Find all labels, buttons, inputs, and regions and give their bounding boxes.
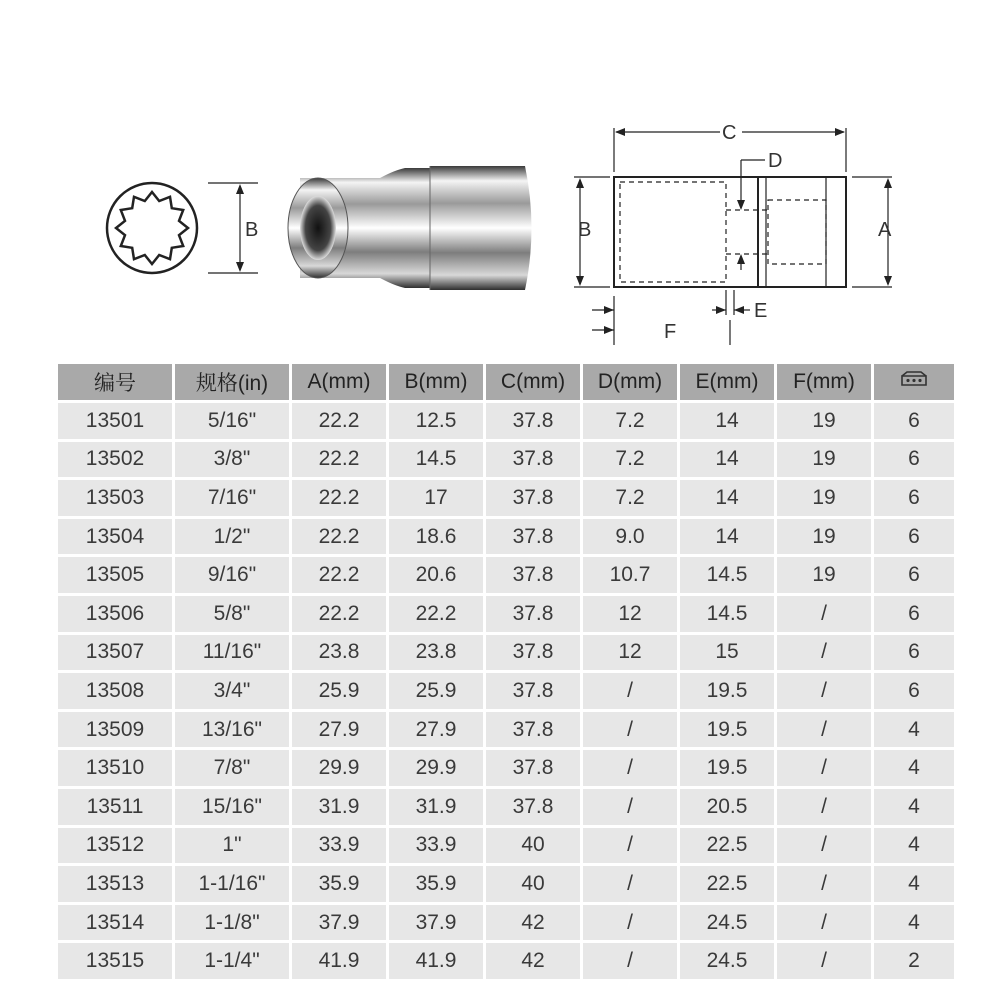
table-cell: 6 — [874, 557, 954, 596]
table-cell: 13504 — [58, 519, 175, 558]
table-cell: 19.5 — [680, 673, 777, 712]
table-cell: / — [777, 750, 874, 789]
table-cell: / — [583, 750, 680, 789]
table-cell: 22.2 — [292, 480, 389, 519]
table-row — [58, 673, 954, 712]
header-cell: 规格(in) — [175, 364, 292, 403]
table-cell: 3/4" — [175, 673, 292, 712]
table-cell: 13513 — [58, 866, 175, 905]
table-cell: 37.8 — [486, 596, 583, 635]
table-cell: 5/16" — [175, 403, 292, 442]
table-cell: 6 — [874, 403, 954, 442]
label-a: A — [878, 219, 892, 241]
table-cell: / — [777, 673, 874, 712]
table-cell: / — [583, 866, 680, 905]
table-cell: 24.5 — [680, 943, 777, 982]
table-cell: 11/16" — [175, 635, 292, 674]
table-cell: 4 — [874, 905, 954, 944]
socket-photo — [288, 166, 532, 290]
table-row — [58, 828, 954, 867]
table-cell: 14 — [680, 442, 777, 481]
table-cell: 13510 — [58, 750, 175, 789]
table-cell: 22.5 — [680, 828, 777, 867]
table-cell: 35.9 — [292, 866, 389, 905]
table-cell: 7/16" — [175, 480, 292, 519]
label-c: C — [722, 122, 737, 144]
header-cell: C(mm) — [486, 364, 583, 403]
table-cell: 14.5 — [680, 557, 777, 596]
table-row — [58, 596, 954, 635]
table-cell: 37.8 — [486, 635, 583, 674]
table-header-row — [58, 364, 954, 403]
table-cell: 19 — [777, 442, 874, 481]
table-cell: / — [777, 828, 874, 867]
table-cell: / — [583, 943, 680, 982]
table-cell: 19.5 — [680, 712, 777, 751]
toolbox-icon — [899, 370, 929, 388]
table-cell: / — [583, 673, 680, 712]
header-cell: F(mm) — [777, 364, 874, 403]
header-cell: 编号 — [58, 364, 175, 403]
table-cell: / — [583, 712, 680, 751]
table-cell: 22.2 — [292, 519, 389, 558]
table-cell: 40 — [486, 828, 583, 867]
label-b-end: B — [245, 219, 259, 241]
table-cell: 37.8 — [486, 442, 583, 481]
table-cell: 19 — [777, 480, 874, 519]
table-cell: 13503 — [58, 480, 175, 519]
table-cell: 14 — [680, 519, 777, 558]
table-cell: 13508 — [58, 673, 175, 712]
table-cell: / — [777, 635, 874, 674]
table-cell: 13511 — [58, 789, 175, 828]
table-cell: / — [583, 789, 680, 828]
table-cell: 6 — [874, 596, 954, 635]
table-cell: 13512 — [58, 828, 175, 867]
table-cell: 35.9 — [389, 866, 486, 905]
table-cell: 13/16" — [175, 712, 292, 751]
header-cell: B(mm) — [389, 364, 486, 403]
table-cell: 6 — [874, 480, 954, 519]
table-cell: / — [777, 712, 874, 751]
table-row — [58, 480, 954, 519]
table-cell: 9/16" — [175, 557, 292, 596]
table-cell: 15/16" — [175, 789, 292, 828]
table-cell: 1" — [175, 828, 292, 867]
table-cell: 14.5 — [389, 442, 486, 481]
table-cell: 37.8 — [486, 750, 583, 789]
table-cell: / — [777, 943, 874, 982]
table-cell: 29.9 — [389, 750, 486, 789]
table-cell: 22.2 — [292, 442, 389, 481]
table-cell: 4 — [874, 750, 954, 789]
table-cell: 14 — [680, 480, 777, 519]
table-cell: 19 — [777, 557, 874, 596]
table-cell: / — [583, 828, 680, 867]
table-cell: 37.9 — [389, 905, 486, 944]
label-e: E — [754, 300, 768, 322]
table-cell: 19 — [777, 519, 874, 558]
table-cell: 42 — [486, 943, 583, 982]
table-cell: 14 — [680, 403, 777, 442]
table-cell: / — [777, 596, 874, 635]
table-cell: 37.8 — [486, 557, 583, 596]
table-cell: 7.2 — [583, 442, 680, 481]
header-cell: E(mm) — [680, 364, 777, 403]
table-cell: 5/8" — [175, 596, 292, 635]
table-cell: 10.7 — [583, 557, 680, 596]
table-cell: 6 — [874, 519, 954, 558]
diagram-area — [0, 0, 1000, 360]
table-cell: 37.8 — [486, 480, 583, 519]
table-cell: 29.9 — [292, 750, 389, 789]
table-cell: 22.5 — [680, 866, 777, 905]
table-cell: 19.5 — [680, 750, 777, 789]
table-cell: 22.2 — [292, 596, 389, 635]
table-cell: 2 — [874, 943, 954, 982]
table-cell: / — [777, 905, 874, 944]
table-row — [58, 712, 954, 751]
table-cell: 4 — [874, 789, 954, 828]
table-cell: 31.9 — [292, 789, 389, 828]
table-cell: 42 — [486, 905, 583, 944]
table-row — [58, 866, 954, 905]
table-cell: / — [777, 866, 874, 905]
table-row — [58, 442, 954, 481]
table-cell: 33.9 — [292, 828, 389, 867]
table-row — [58, 750, 954, 789]
table-row — [58, 943, 954, 982]
table-cell: 3/8" — [175, 442, 292, 481]
table-cell: 1-1/4" — [175, 943, 292, 982]
table-row — [58, 557, 954, 596]
table-cell: 23.8 — [292, 635, 389, 674]
table-cell: / — [583, 905, 680, 944]
header-cell-qty — [874, 364, 954, 403]
table-row — [58, 905, 954, 944]
header-cell: A(mm) — [292, 364, 389, 403]
table-cell: 37.9 — [292, 905, 389, 944]
table-cell: 17 — [389, 480, 486, 519]
table-cell: 27.9 — [292, 712, 389, 751]
table-cell: 22.2 — [292, 403, 389, 442]
table-cell: 41.9 — [389, 943, 486, 982]
table-cell: 6 — [874, 635, 954, 674]
label-b-side: B — [578, 219, 592, 241]
table-cell: 27.9 — [389, 712, 486, 751]
table-row — [58, 789, 954, 828]
table-cell: 4 — [874, 866, 954, 905]
table-cell: 37.8 — [486, 673, 583, 712]
table-cell: 37.8 — [486, 712, 583, 751]
socket-section-view — [574, 122, 892, 345]
table-cell: 1/2" — [175, 519, 292, 558]
table-cell: 12 — [583, 635, 680, 674]
table-cell: 13502 — [58, 442, 175, 481]
table-cell: 22.2 — [389, 596, 486, 635]
label-f: F — [664, 321, 677, 343]
socket-end-view — [107, 183, 258, 273]
table-cell: 13515 — [58, 943, 175, 982]
table-cell: 15 — [680, 635, 777, 674]
table-cell: 13501 — [58, 403, 175, 442]
table-cell: 7/8" — [175, 750, 292, 789]
table-cell: 4 — [874, 828, 954, 867]
table-cell: 37.8 — [486, 789, 583, 828]
table-cell: 31.9 — [389, 789, 486, 828]
table-cell: 40 — [486, 866, 583, 905]
spec-table — [58, 364, 954, 982]
table-cell: 12.5 — [389, 403, 486, 442]
table-cell: 7.2 — [583, 403, 680, 442]
table-cell: 33.9 — [389, 828, 486, 867]
table-cell: 6 — [874, 442, 954, 481]
table-cell: 25.9 — [389, 673, 486, 712]
socket-diagram — [0, 0, 1000, 360]
table-cell: 13507 — [58, 635, 175, 674]
table-cell: 23.8 — [389, 635, 486, 674]
table-row — [58, 519, 954, 558]
table-cell: 4 — [874, 712, 954, 751]
label-d: D — [768, 150, 783, 172]
table-cell: 1-1/16" — [175, 866, 292, 905]
table-row — [58, 403, 954, 442]
table-cell: 37.8 — [486, 403, 583, 442]
table-cell: 37.8 — [486, 519, 583, 558]
table-cell: 6 — [874, 673, 954, 712]
table-cell: 20.5 — [680, 789, 777, 828]
table-cell: 41.9 — [292, 943, 389, 982]
table-cell: 19 — [777, 403, 874, 442]
table-cell: 13506 — [58, 596, 175, 635]
table-cell: 7.2 — [583, 480, 680, 519]
table-cell: 12 — [583, 596, 680, 635]
table-cell: 9.0 — [583, 519, 680, 558]
table-cell: 14.5 — [680, 596, 777, 635]
table-cell: 18.6 — [389, 519, 486, 558]
table-cell: 20.6 — [389, 557, 486, 596]
table-cell: 13509 — [58, 712, 175, 751]
table-cell: 1-1/8" — [175, 905, 292, 944]
table-cell: / — [777, 789, 874, 828]
table-cell: 13514 — [58, 905, 175, 944]
header-cell: D(mm) — [583, 364, 680, 403]
table-cell: 22.2 — [292, 557, 389, 596]
table-cell: 13505 — [58, 557, 175, 596]
table-row — [58, 635, 954, 674]
table-cell: 24.5 — [680, 905, 777, 944]
table-cell: 25.9 — [292, 673, 389, 712]
